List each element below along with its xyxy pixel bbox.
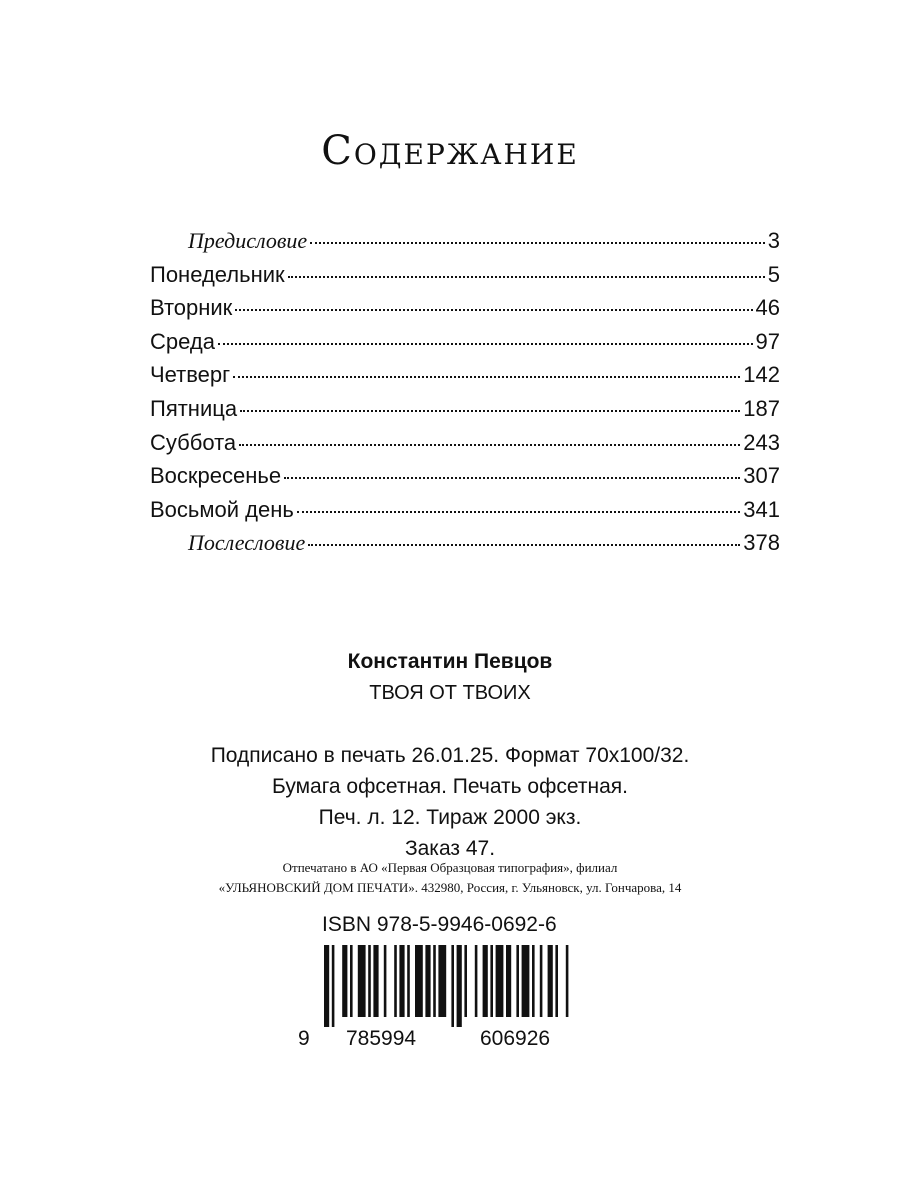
toc-entry-page: 307 bbox=[743, 463, 780, 489]
author-name: Константин Певцов bbox=[347, 650, 553, 673]
toc-entry-page: 187 bbox=[743, 395, 780, 421]
imprint-line: Печ. л. 12. Тираж 2000 экз. bbox=[318, 806, 582, 829]
barcode-bar bbox=[475, 945, 478, 1017]
toc-entry-label: Послесловие bbox=[188, 530, 306, 556]
barcode-bar bbox=[506, 945, 511, 1017]
dot-leader bbox=[240, 410, 740, 412]
toc-entry-page: 378 bbox=[743, 530, 780, 556]
toc-entry bbox=[150, 295, 780, 329]
barcode-bar bbox=[332, 945, 335, 1027]
toc-entry bbox=[150, 228, 780, 262]
barcode-bar bbox=[394, 945, 397, 1017]
imprint-line: Подписано в печать 26.01.25. Формат 70х100/32. bbox=[210, 744, 690, 767]
toc-entry bbox=[150, 530, 780, 564]
barcode-bar bbox=[457, 945, 462, 1027]
dot-leader bbox=[310, 242, 765, 244]
barcode-bar bbox=[399, 945, 404, 1017]
dot-leader bbox=[284, 477, 740, 479]
toc-entry-page: 142 bbox=[743, 362, 780, 388]
toc-entry bbox=[150, 396, 780, 430]
toc-entry-label: Восьмой день bbox=[150, 496, 294, 522]
toc-entry bbox=[150, 329, 780, 363]
barcode-bar bbox=[358, 945, 366, 1017]
barcode-bar bbox=[373, 945, 378, 1017]
toc-entry-label: Четверг bbox=[150, 362, 231, 388]
barcode-bar bbox=[368, 945, 371, 1017]
barcode-bar bbox=[483, 945, 488, 1017]
barcode-bar bbox=[464, 945, 467, 1017]
imprint-line: Бумага офсетная. Печать офсетная. bbox=[272, 775, 628, 798]
barcode-bars-icon bbox=[318, 945, 578, 1030]
dot-leader bbox=[308, 544, 740, 546]
imprint-line: Заказ 47. bbox=[404, 837, 496, 860]
dot-leader bbox=[218, 343, 753, 345]
toc-entry-label: Вторник bbox=[150, 295, 233, 321]
toc-entry-page: 5 bbox=[767, 261, 780, 287]
barcode-bar bbox=[566, 945, 569, 1017]
barcode-bar bbox=[433, 945, 436, 1017]
printer-line: «УЛЬЯНОВСКИЙ ДОМ ПЕЧАТИ». 432980, Россия, г. Ульяновск, ул. Гончарова, 14 bbox=[218, 880, 682, 895]
barcode bbox=[298, 945, 598, 1055]
toc-title: Содержание bbox=[321, 128, 579, 174]
barcode-bar bbox=[407, 945, 410, 1017]
toc-entry-page: 243 bbox=[743, 429, 780, 455]
dot-leader bbox=[233, 376, 740, 378]
toc-entry bbox=[150, 497, 780, 531]
printer-line: Отпечатано в АО «Первая Образцовая типография», филиал bbox=[282, 860, 618, 875]
dot-leader bbox=[288, 276, 765, 278]
toc-entry bbox=[150, 430, 780, 464]
barcode-bar bbox=[522, 945, 530, 1017]
toc-entry-label: Предисловие bbox=[188, 228, 308, 253]
toc-entry-label: Воскресенье bbox=[150, 463, 282, 489]
barcode-bar bbox=[532, 945, 535, 1017]
barcode-bar bbox=[324, 945, 329, 1027]
barcode-bar bbox=[548, 945, 553, 1017]
printer-info bbox=[0, 858, 900, 898]
barcode-digit-first: 9 bbox=[298, 1027, 310, 1050]
isbn-label: ISBN 978-5-9946-0692-6 bbox=[322, 913, 557, 936]
barcode-bar bbox=[384, 945, 387, 1017]
barcode-bar bbox=[415, 945, 423, 1017]
table-of-contents bbox=[150, 228, 780, 564]
barcode-bar bbox=[540, 945, 543, 1017]
toc-entry-label: Суббота bbox=[150, 429, 237, 455]
barcode-bar bbox=[425, 945, 430, 1017]
toc-entry-page: 97 bbox=[755, 328, 780, 354]
barcode-bar bbox=[350, 945, 353, 1017]
toc-entry bbox=[150, 262, 780, 296]
barcode-digits-left: 785994 bbox=[346, 1027, 417, 1050]
dot-leader bbox=[297, 511, 740, 513]
barcode-bar bbox=[516, 945, 519, 1017]
toc-entry-page: 341 bbox=[743, 496, 780, 522]
toc-entry bbox=[150, 463, 780, 497]
barcode-bar bbox=[451, 945, 454, 1027]
toc-entry-label: Пятница bbox=[150, 395, 238, 421]
barcode-bar bbox=[496, 945, 504, 1017]
dot-leader bbox=[235, 309, 752, 311]
barcode-bar bbox=[555, 945, 558, 1017]
toc-entry-label: Среда bbox=[150, 328, 215, 354]
barcode-digits-right: 606926 bbox=[480, 1027, 551, 1050]
toc-entry-page: 46 bbox=[755, 295, 780, 321]
dot-leader bbox=[239, 444, 740, 446]
barcode-bar bbox=[438, 945, 446, 1017]
imprint-block bbox=[0, 740, 900, 864]
barcode-bar bbox=[490, 945, 493, 1017]
toc-entry bbox=[150, 362, 780, 396]
book-title: ТВОЯ ОТ ТВОИХ bbox=[369, 682, 531, 704]
toc-entry-label: Понедельник bbox=[150, 261, 285, 287]
toc-entry-page: 3 bbox=[767, 228, 780, 253]
barcode-bar bbox=[342, 945, 347, 1017]
